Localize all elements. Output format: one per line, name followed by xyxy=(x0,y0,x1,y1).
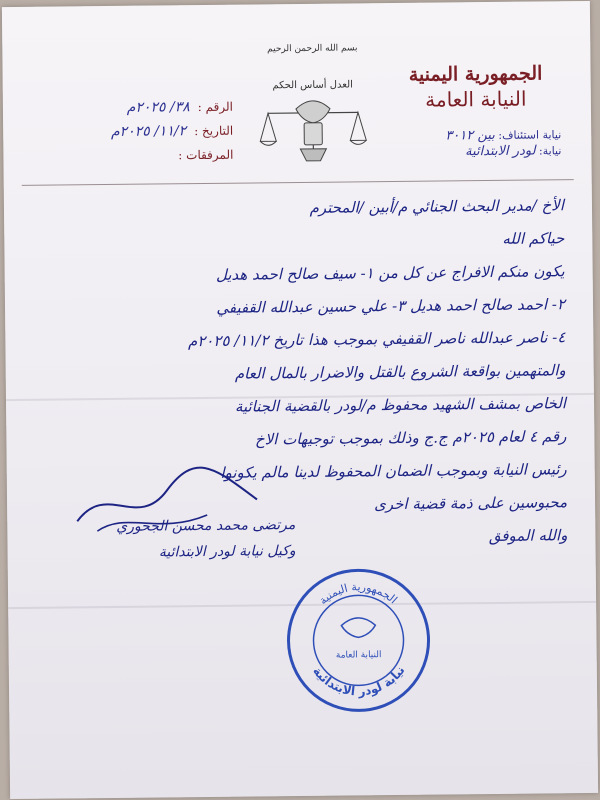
appeals-value: بين ٣٠١٢ xyxy=(445,127,495,144)
date-label: التاريخ : xyxy=(194,123,234,139)
letter-line: الخاص بمشف الشهيد محفوظ م/لودر بالقضية الجنائية xyxy=(234,394,567,416)
letterhead-right xyxy=(390,61,561,113)
letter-line: رقم ٤ لعام ٢٠٢٥م ج.ج وذلك بموجب توجيهات الاخ xyxy=(254,427,567,449)
signature-block xyxy=(15,512,296,567)
stamp-top-text: الجمهورية اليمنية xyxy=(316,580,400,608)
stamp-eagle-icon xyxy=(341,618,375,638)
letter-line: والمتهمين بواقعة الشروع بالقتل والاضرار بالمال العام xyxy=(234,361,566,383)
letter-line: والله الموفق xyxy=(488,526,568,546)
official-stamp xyxy=(283,565,435,717)
eagle-scales-icon xyxy=(258,90,369,171)
office-title: النيابة العامة xyxy=(425,86,527,112)
letter-line: يكون منكم الافراج عن كل من ١- سيف صالح احمد هديل xyxy=(215,262,565,284)
letter-line: ٤- ناصر عبدالله ناصر القفيفي بموجب هذا تاريخ ١١/٢/ ٢٠٢٥م xyxy=(187,328,566,351)
stamp-bottom-text: نيابة لودر الابتدائية xyxy=(310,663,408,699)
letter-paper xyxy=(2,1,598,799)
signatory-title: وكيل نيابة لودر الابتدائية xyxy=(158,543,296,561)
date-value: ١١/٢/ ٢٠٢٥م xyxy=(110,123,187,140)
prosecution-value: لودر الابتدائية xyxy=(465,143,536,160)
motto: العدل أساس الحكم xyxy=(272,79,353,92)
republic-title: الجمهورية اليمنية xyxy=(408,62,543,86)
basmala: بسم الله الرحمن الرحيم xyxy=(267,43,358,55)
svg-text:الجمهورية اليمنية xyxy=(316,580,399,607)
attachments-label: المرفقات : xyxy=(178,147,234,163)
letter-line: رئيس النيابة وبموجب الضمان المحفوظ لدينا مالم يكونوا xyxy=(220,460,567,482)
ref-value: ٣٨/ ٢٠٢٥م xyxy=(126,99,190,116)
letter-line: حياكم الله xyxy=(502,229,565,248)
prosecution-lines xyxy=(351,127,561,161)
letterhead-left xyxy=(33,95,234,169)
header-divider xyxy=(22,179,574,186)
letter-line: ٢- احمد صالح احمد هديل ٣- علي حسين عبدالله القفيفي xyxy=(216,295,566,317)
emblem xyxy=(257,43,368,179)
letter-line: محبوسين على ذمة قضية اخرى xyxy=(374,493,568,514)
svg-text:نيابة لودر الابتدائية xyxy=(310,663,408,699)
letter-line: الأخ /مدير البحث الجنائي م/أبين /المحترم xyxy=(309,196,565,217)
stamp-center-text: النيابة العامة xyxy=(335,650,382,661)
signatory-name: مرتضى محمد محسن الجحوري xyxy=(116,517,296,535)
prosecution-label: نيابة: xyxy=(538,144,562,158)
appeals-label: نيابة استئناف: xyxy=(498,128,562,142)
ref-label: الرقم : xyxy=(197,99,233,115)
